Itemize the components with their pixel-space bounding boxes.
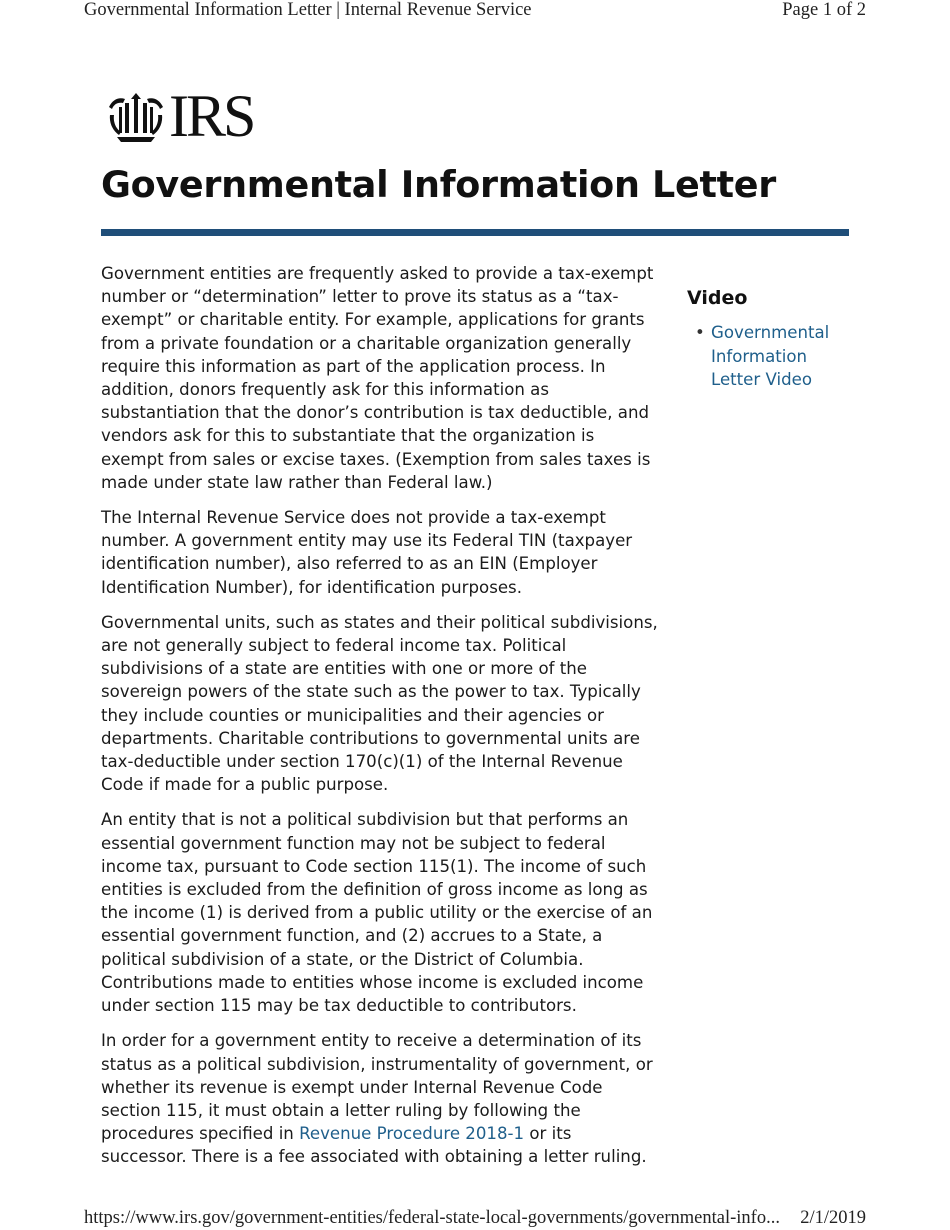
paragraph-text: In order for a government entity to receive a determination of its status as a political subdivision, instrumentality of government, or whether its revenue is exempt under Internal Revenue Code section 115, it must obtain a letter ruling by following the procedures specified in <box>101 1031 653 1144</box>
paragraph: Governmental units, such as states and their political subdivisions, are not generally subject to federal income tax. Political subdivisions of a state are entities with one or more of the sovereign powers of the state such as the power to tax. Typically they include counties or municipalities and their agencies or departments. Charitable contributions to governmental units are tax-deductible under section 170(c)(1) of the Internal Revenue Code if made for a public purpose. <box>101 612 658 795</box>
sidebar-heading: Video <box>687 287 748 309</box>
revenue-procedure-link[interactable]: Revenue Procedure 2018-1 <box>299 1124 525 1144</box>
paragraph: The Internal Revenue Service does not provide a tax-exempt number. A government entity may use its Federal TIN (taxpayer identification number), also referred to as an EIN (Employer Identification Number), for identification purposes. <box>101 508 633 597</box>
sidebar-video <box>687 287 857 392</box>
print-header-page-number: Page 1 of 2 <box>782 0 866 20</box>
sidebar-link-list <box>687 321 857 392</box>
paragraph: An entity that is not a political subdivision but that performs an essential government function may not be subject to federal income tax, pursuant to Code section 115(1). The income of such entities is excluded from the definition of gross income as long as the income (1) is derived from a public utility or the exercise of an essential government function, and (2) accrues to a State, a political subdivision of a state, or the District of Columbia. Contributions made to entities whose income is excluded income under section 115 may be tax deductible to contributors. <box>101 810 653 1016</box>
list-item <box>687 321 857 392</box>
print-footer-url: https://www.irs.gov/government-entities/federal-state-local-governments/governmental-info... <box>84 1208 780 1228</box>
print-footer-date: 2/1/2019 <box>800 1208 866 1228</box>
article-body <box>101 262 661 1181</box>
paragraph-text: or its successor. There is a fee associated with obtaining a letter ruling. <box>101 1124 647 1167</box>
print-header-title: Governmental Information Letter | Internal Revenue Service <box>84 0 532 20</box>
logo-wordmark: IRS <box>169 83 254 149</box>
irs-logo[interactable] <box>107 83 254 149</box>
irs-eagle-icon <box>107 89 165 143</box>
paragraph <box>101 1029 661 1168</box>
governmental-information-letter-video-link[interactable]: Governmental Information Letter Video <box>711 323 830 389</box>
title-divider <box>101 229 849 236</box>
paragraph: Government entities are frequently asked to provide a tax-exempt number or “determination” letter to prove its status as a “tax-exempt” or charitable entity. For example, applications for grants from a private foundation or a charitable organization generally require this information as part of the application process. In addition, donors frequently ask for this information as substantiation that the donor’s contribution is tax deductible, and vendors ask for this to substantiate that the organization is exempt from sales or excise taxes. (Exemption from sales taxes is made under state law rather than Federal law.) <box>101 264 654 492</box>
page-title: Governmental Information Letter <box>101 163 776 206</box>
